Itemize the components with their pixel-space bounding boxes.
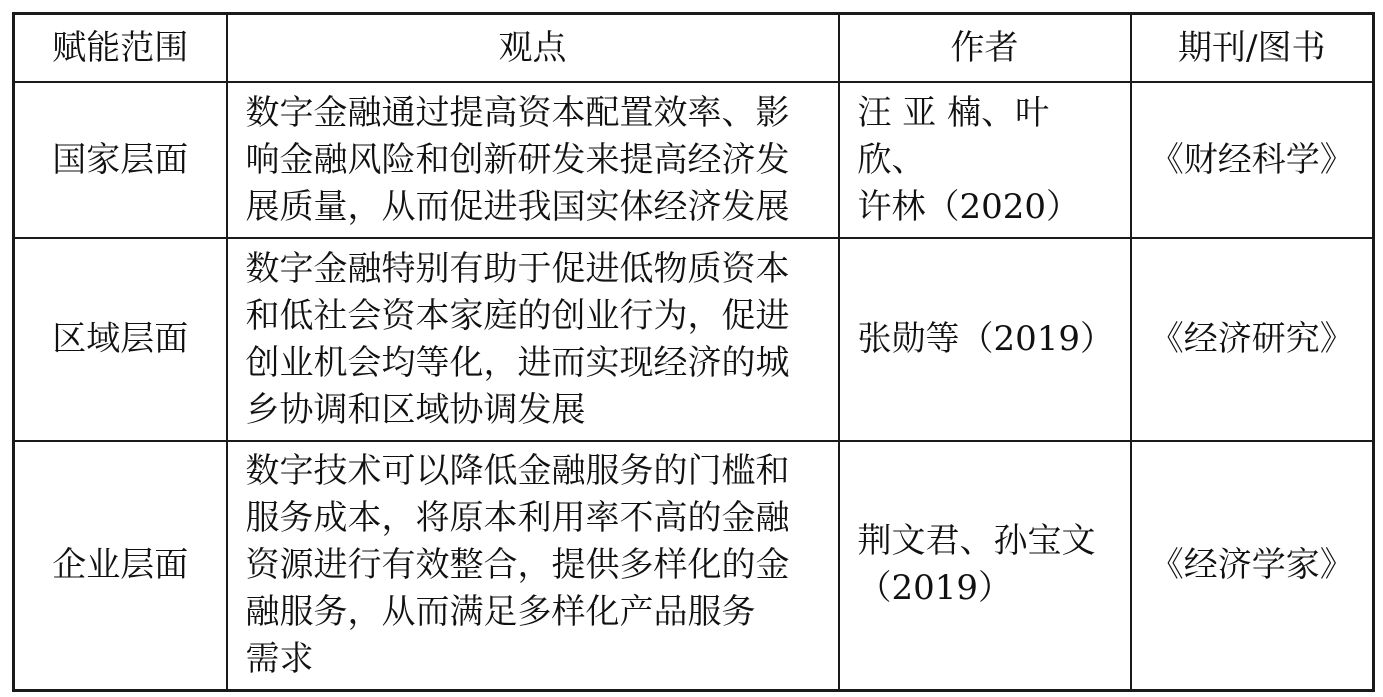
literature-review-table	[12, 12, 1375, 692]
table-row	[14, 238, 1374, 441]
viewpoint-text: 数字金融通过提高资本配置效率、影 响金融风险和创新研发来提高经济发 展质量，从而促进我国实体经济发展	[245, 92, 790, 227]
table-row	[14, 82, 1374, 238]
author-cell	[839, 238, 1131, 441]
author-text: 张勋等（2019）	[857, 319, 1115, 359]
table-body	[14, 82, 1374, 690]
literature-table-wrapper	[12, 12, 1372, 686]
source-cell: 《经济研究》	[1131, 238, 1374, 441]
header-source: 期刊/图书	[1131, 14, 1374, 83]
viewpoint-cell	[227, 441, 839, 690]
scope-cell: 企业层面	[14, 441, 227, 690]
viewpoint-cell	[227, 238, 839, 441]
author-text: 汪 亚 楠、叶 欣、 许林（2020）	[857, 92, 1081, 227]
table-row	[14, 441, 1374, 690]
header-scope: 赋能范围	[14, 14, 227, 83]
table-header	[14, 14, 1374, 83]
author-text: 荆文君、孙宝文 （2019）	[857, 521, 1096, 609]
header-row	[14, 14, 1374, 83]
viewpoint-text: 数字技术可以降低金融服务的门槛和 服务成本，将原本利用率不高的金融 资源进行有效整合，提供多样化的金 融服务，从而满足多样化产品服务 需求	[245, 450, 790, 679]
author-cell	[839, 82, 1131, 238]
scope-cell: 国家层面	[14, 82, 227, 238]
source-cell: 《经济学家》	[1131, 441, 1374, 690]
author-cell	[839, 441, 1131, 690]
source-cell: 《财经科学》	[1131, 82, 1374, 238]
header-author: 作者	[839, 14, 1131, 83]
viewpoint-cell	[227, 82, 839, 238]
viewpoint-text: 数字金融特别有助于促进低物质资本 和低社会资本家庭的创业行为，促进 创业机会均等化，进而实现经济的城 乡协调和区域协调发展	[245, 248, 790, 430]
scope-cell: 区域层面	[14, 238, 227, 441]
header-viewpoint: 观点	[227, 14, 839, 83]
